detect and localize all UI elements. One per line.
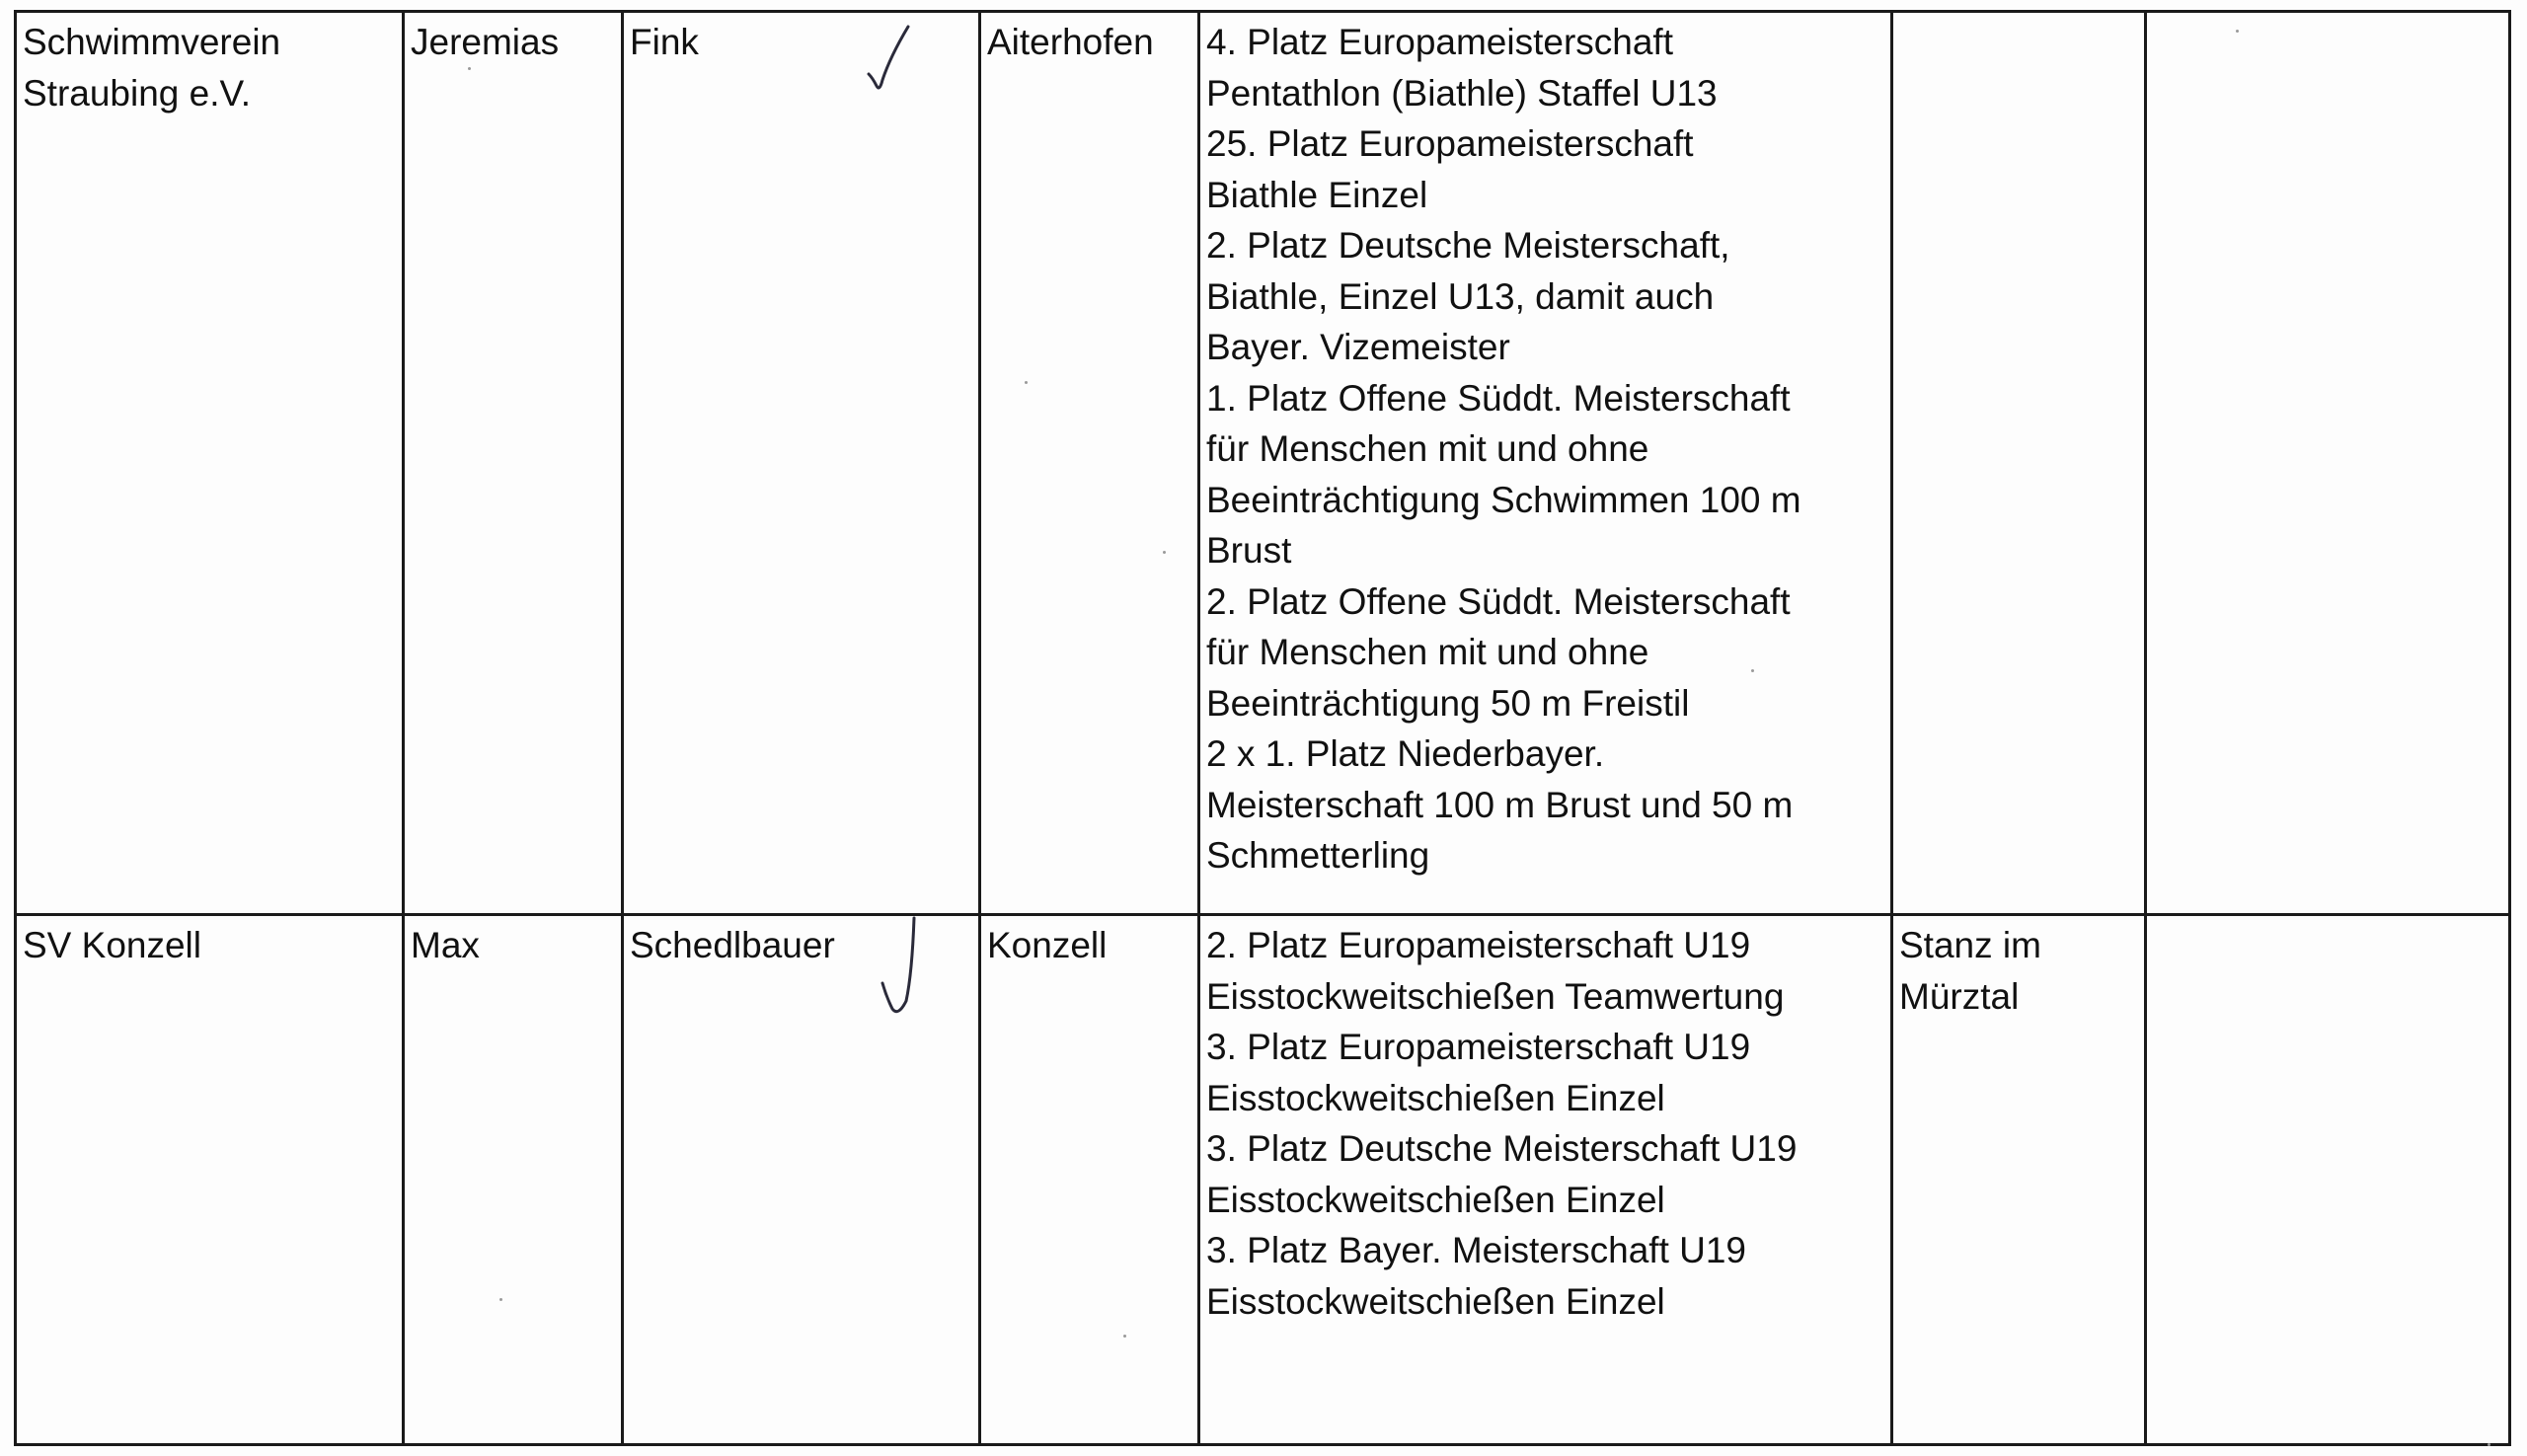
erfolg-line: für Menschen mit und ohne <box>1206 632 1649 672</box>
erfolg-line: Eisstockweitschießen Einzel <box>1206 1077 1665 1118</box>
erfolg-line: Beeinträchtigung 50 m Freistil <box>1206 682 1690 724</box>
scan-speck <box>2236 30 2239 33</box>
cell-vorname <box>404 915 623 1445</box>
cell-empty <box>2146 915 2510 1445</box>
erfolg-line: 3. Platz Bayer. Meisterschaft U19 <box>1206 1230 1747 1270</box>
vorname-text: Max <box>411 925 480 965</box>
cell-nachname <box>623 915 980 1445</box>
nachname-text: Fink <box>630 22 699 62</box>
cell-erfolge <box>1199 12 1892 915</box>
cell-verein <box>16 915 404 1445</box>
erfolg-line: 2 x 1. Platz Niederbayer. <box>1206 733 1605 774</box>
cell-wettkampfort <box>1892 12 2146 915</box>
scan-speck <box>2488 1443 2490 1446</box>
ort-text: Aiterhofen <box>987 22 1154 62</box>
erfolg-line: 2. Platz Offene Süddt. Meisterschaft <box>1206 580 1791 622</box>
scan-speck <box>1163 551 1166 554</box>
table-row <box>16 12 2510 915</box>
nachname-text: Schedlbauer <box>630 925 835 965</box>
table-row <box>16 915 2510 1445</box>
erfolg-line: 2. Platz Europameisterschaft U19 <box>1206 925 1751 965</box>
cell-erfolge <box>1199 915 1892 1445</box>
cell-nachname <box>623 12 980 915</box>
erfolg-line: 4. Platz Europameisterschaft <box>1206 22 1673 62</box>
erfolg-line: Pentathlon (Biathle) Staffel U13 <box>1206 72 1718 114</box>
scan-speck <box>499 1298 502 1301</box>
erfolg-line: für Menschen mit und ohne <box>1206 428 1649 469</box>
scan-speck <box>468 67 471 70</box>
cell-wettkampfort <box>1892 915 2146 1445</box>
erfolg-line: Meisterschaft 100 m Brust und 50 m <box>1206 784 1794 825</box>
erfolg-line: 1. Platz Offene Süddt. Meisterschaft <box>1206 377 1791 419</box>
erfolg-line: 2. Platz Deutsche Meisterschaft, <box>1206 225 1730 266</box>
cell-ort <box>980 12 1199 915</box>
erfolg-line: Biathle, Einzel U13, damit auch <box>1206 275 1715 317</box>
wettkampfort-line: Stanz im <box>1899 925 2041 965</box>
erfolg-line: 3. Platz Europameisterschaft U19 <box>1206 1027 1751 1067</box>
erfolg-line: Eisstockweitschießen Einzel <box>1206 1280 1665 1322</box>
vorname-text: Jeremias <box>411 22 560 62</box>
wettkampfort-line: Mürztal <box>1899 975 2020 1017</box>
verein-line: Straubing e.V. <box>23 72 252 114</box>
honors-table <box>14 10 2511 1446</box>
cell-verein <box>16 12 404 915</box>
erfolg-line: Biathle Einzel <box>1206 174 1428 215</box>
verein-line: Schwimmverein <box>23 22 281 62</box>
verein-line: SV Konzell <box>23 925 201 965</box>
cell-empty <box>2146 12 2510 915</box>
cell-vorname <box>404 12 623 915</box>
erfolg-line: Eisstockweitschießen Einzel <box>1206 1179 1665 1220</box>
ort-text: Konzell <box>987 925 1108 965</box>
scan-speck <box>1751 669 1754 672</box>
erfolg-line: Eisstockweitschießen Teamwertung <box>1206 975 1785 1017</box>
erfolg-line: Schmetterling <box>1206 835 1430 876</box>
scan-speck <box>1123 1335 1126 1338</box>
erfolg-line: 3. Platz Deutsche Meisterschaft U19 <box>1206 1128 1798 1169</box>
erfolg-line: Beeinträchtigung Schwimmen 100 m <box>1206 479 1801 520</box>
erfolg-line: Bayer. Vizemeister <box>1206 327 1510 367</box>
scan-speck <box>1025 381 1028 384</box>
erfolg-line: 25. Platz Europameisterschaft <box>1206 123 1694 164</box>
cell-ort <box>980 915 1199 1445</box>
erfolg-line: Brust <box>1206 530 1292 571</box>
